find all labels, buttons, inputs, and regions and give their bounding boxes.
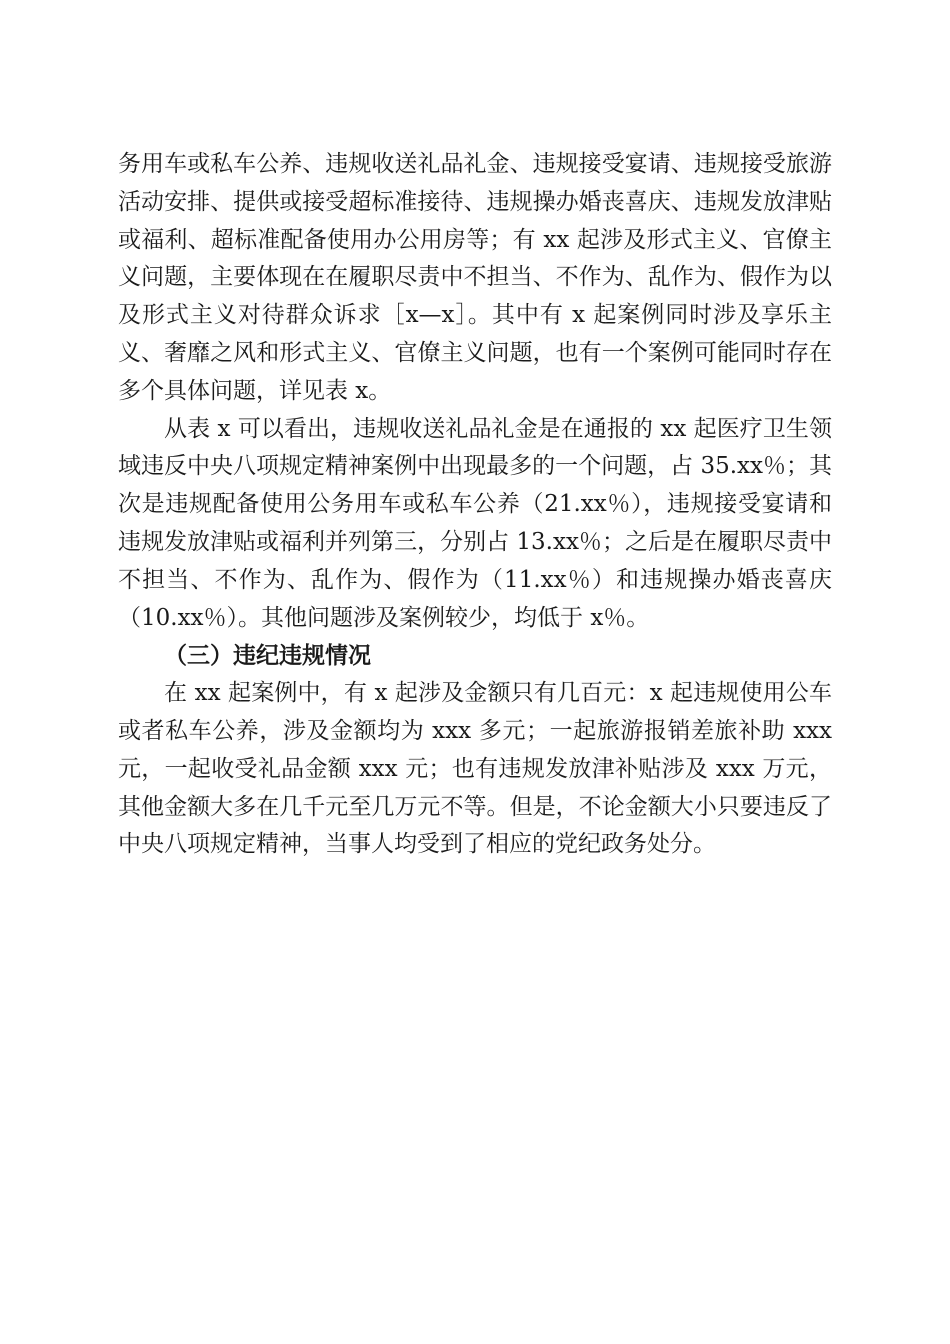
paragraph-violations: 在 xx 起案例中，有 x 起涉及金额只有几百元：x 起违规使用公车或者私车公养，涉及金额均为 xxx 多元；一起旅游报销差旅补助 xxx 元，一起收受礼品金额 xxx 元；也有违规发放津补贴涉及 xxx 万元，其他金额大多在几千元至几万元不等。但是，不论金额大小只要违反了中央八项规定精神，当事人均受到了相应的党纪政务处分。	[118, 680, 832, 858]
paragraph-continued: 务用车或私车公养、违规收送礼品礼金、违规接受宴请、违规接受旅游活动安排、提供或接受超标准接待、违规操办婚丧喜庆、违规发放津贴或福利、超标准配备使用办公用房等；有 xx 起涉及形式主义、官僚主义问题，主要体现在在履职尽责中不担当、不作为、乱作为、假作为以及形式主义对待群众诉求［x—x］。其中有 x 起案例同时涉及享乐主义、奢靡之风和形式主义、官僚主义问题，也有一个案例可能同时存在多个具体问题，详见表 x。	[118, 151, 832, 404]
paragraph-table-analysis: 从表 x 可以看出，违规收送礼品礼金是在通报的 xx 起医疗卫生领域违反中央八项规定精神案例中出现最多的一个问题，占 35.xx％；其次是违规配备使用公务用车或私车公养（21.xx％），违规接受宴请和违规发放津贴或福利并列第三，分别占 13.xx％；之后是在履职尽责中不担当、不作为、乱作为、假作为（11.xx％）和违规操办婚丧喜庆（10.xx％）。其他问题涉及案例较少，均低于 x％。	[118, 415, 832, 631]
section-heading: （三）违纪违规情况	[164, 642, 371, 670]
document-body	[118, 146, 832, 864]
